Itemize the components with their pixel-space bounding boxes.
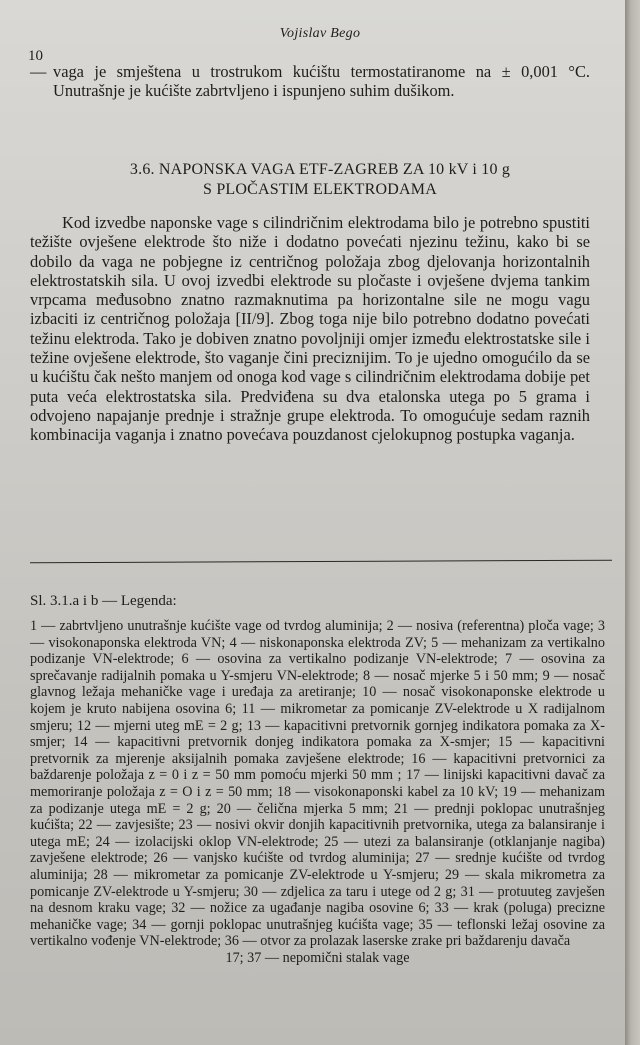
figure-legend-last-line: 17; 37 — nepomični stalak vage bbox=[225, 949, 410, 966]
list-dash: — bbox=[30, 62, 47, 81]
figure-legend-text: 1 — zabrtvljeno unutrašnje kućište vage od tvrdog aluminija; 2 — nosiva (referentna) ploča vage; 3 — visokonaponska elektroda VN; 4 — niskonaponska elektroda ZV; 5 — mehanizam za vertikalno podizanje VN-elektrode; 6 — osovina za vertikalno podizanje VN-elektrode; 7 — osovina za sprečavanje radijalnih pomaka u Y-smjeru VN-elektrode; 8 — nosač mjerke 5 i 50 mm; 9 — nosač glavnog ležaja mehaničke vage i uređaja za aretiranje; 10 — nosač visokonaponske elektrode u kojem je kruto nabijena osovina 6; 11 — mikrometar za pomicanje ZV-elektrode u X radijalnom smjeru; 12 — mjerni uteg mE = 2 g; 13 — kapacitivni pretvornik gornjeg indikatora pomaka za X-smjer; 14 — kapacitivni pretvornik donjeg indikatora pomaka za X-smjer; 15 — kapacitivni pretvornik za mjerenje aksijalnih pomaka zavješene elektrode; 16 — kapacitivni pretvornici za baždarenje položaja z = 0 i z = 50 mm pomoću mjerki 50 mm ; 17 — linijski kapacitivni davač za memoriranje položaja z = O i z = 50 mm; 18 — visokonaponski kabel za 10 kV; 19 — mehanizam za podizanje utega mE = 2 g; 20 — čelična mjerka 5 mm; 21 — prednji poklopac unutrašnjeg kućišta; 22 — zavjesište; 23 — nosivi okvir donjih kapacitivnih pretvornika, utega za balansiranje i utega mE; 24 — izolacijski oklop VN-elektrode; 25 — utezi za balansiranje (otklanjanje nagiba) zavješene elektrode; 26 — vanjsko kućište od tvrdog aluminija; 27 — srednje kućište od tvrdog aluminija; 28 — mikrometar za pomicanje ZV-elektrode u Y-smjeru; 29 — skala mikrometra za pomicanje ZV-elektrode u Y-smjeru; 30 — zdjelica za taru i utege od 2 g; 31 — protuuteg zavješen na desnom kraku vage; 32 — nožice za ugađanje nagiba osovine 6; 33 — krak (poluga) precizne mehaničke vage; 34 — gornji poklopac unutrašnjeg kućišta vage; 35 — teflonski ležaj osovine za vertikalno vođenje VN-elektrode; 36 — otvor za prolazak laserske zrake pri baždarenju davača bbox=[30, 618, 605, 950]
section-heading bbox=[60, 160, 580, 200]
page-number: 10 bbox=[28, 48, 43, 64]
horizontal-divider bbox=[30, 560, 612, 564]
figure-legend-title: Sl. 3.1.a i b — Legenda: bbox=[30, 593, 177, 609]
figure-legend-body bbox=[30, 618, 605, 966]
intro-paragraph bbox=[30, 62, 590, 101]
section-heading-line-2: S PLOČASTIM ELEKTRODAMA bbox=[203, 181, 437, 198]
book-page-edge bbox=[625, 0, 640, 1045]
section-paragraph: Kod izvedbe naponske vage s cilindričnim elektrodama bilo je potrebno spustiti težište ovješene elektrode što niže i dodatno povećati njezinu težinu, kako bi se dobilo da vaga ne pobjegne iz centričnog položaja zbog djelovanja horizontalnih elektrostatskih sila. U ovoj izvedbi elektrode su pločaste i ovješene dvjema tankim vrpcama međusobno znatno razmaknutima pa horizontalne sile ne mogu vagu izbaciti iz centričnog položaja [II/9]. Zbog toga nije bilo potrebno dodatno povećati težinu elektroda. Tako je dobiven znatno povoljniji omjer između elektrostatske sile i težine ovješene elektrode, što vaganje čini preciznijim. To je ujedno omogućilo da se u kućištu čak nešto manjem od onoga kod vage s cilindričnim elektrodama dobije pet puta veća elektrostatska sila. Predviđena su dva etalonska utega po 5 grama i odvojeno napajanje prednje i stražnje grupe elektroda. To omogućuje sedam raznih kombinacija vaganja i znatno povećava pouzdanost cjelokupnog postupka vaganja. bbox=[30, 213, 590, 445]
section-heading-line-1: 3.6. NAPONSKA VAGA ETF-ZAGREB ZA 10 kV i 10 g bbox=[129, 161, 511, 178]
running-header-author: Vojislav Bego bbox=[279, 26, 361, 41]
intro-text: vaga je smještena u trostrukom kućištu termostatiranome na ± 0,001 °C. Unutrašnje je kućište zabrtvljeno i ispunjeno suhim dušikom. bbox=[53, 62, 590, 101]
